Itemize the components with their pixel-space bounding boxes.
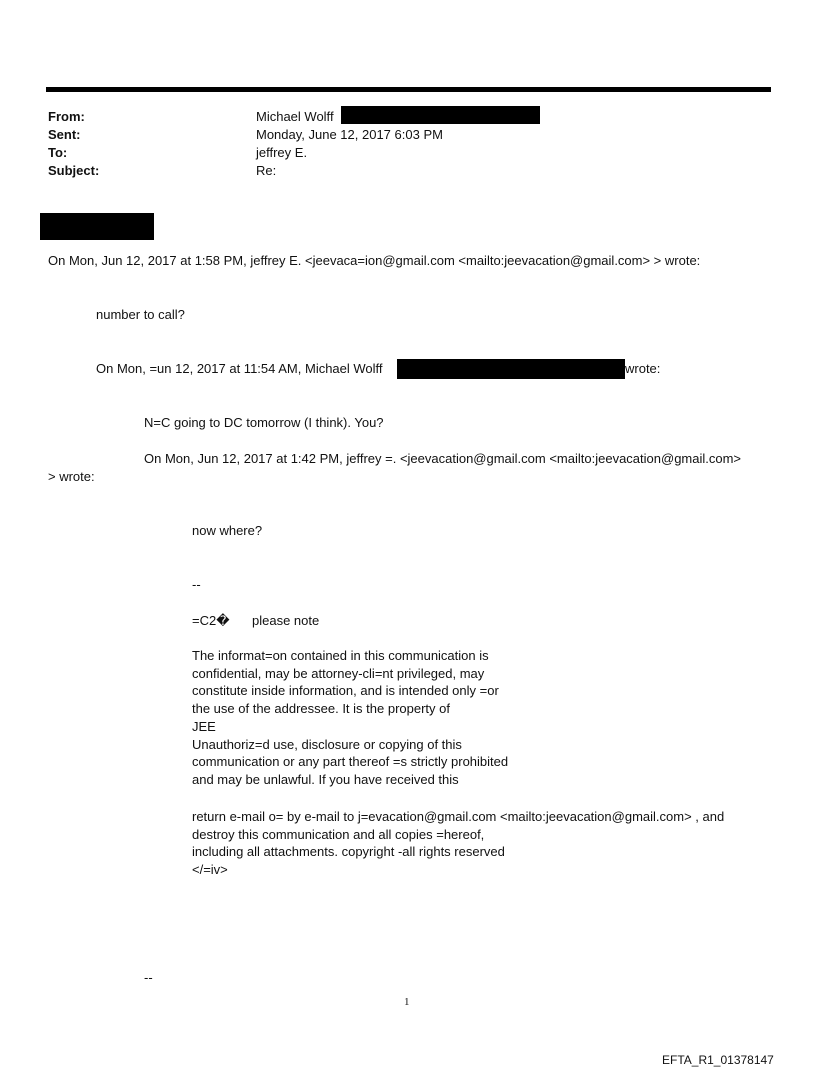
reply-header-1: On Mon, Jun 12, 2017 at 1:58 PM, jeffrey E. <jeevaca=ion@gmail.com <mailto:jeevacation@gmail.com> > wrote: [48,253,701,268]
redaction-email [397,359,625,379]
subject-label: Subject: [48,163,100,178]
reply-header-2-end: wrote: [625,361,661,376]
notice-heading: please note [252,613,320,628]
redaction-block [40,213,154,240]
redaction-from-email [341,106,540,124]
signature-separator: -- [192,577,201,592]
message-line: now where? [192,523,263,538]
page-number: 1 [404,996,410,1008]
from-label: From: [48,109,85,124]
header-rule [46,87,771,92]
document-id: EFTA_R1_01378147 [662,1053,774,1067]
reply-header-2: On Mon, =un 12, 2017 at 11:54 AM, Michael Wolff [96,361,383,376]
to-value: jeffrey E. [256,145,308,160]
trailer-separator: -- [144,970,153,985]
reply-header-3-cont: > wrote: [48,469,95,484]
confidentiality-notice: The informat=on contained in this communication is confidential, may be attorney-cli=nt privileged, may constitute inside information, and is intended only =or the use of the addressee. It is the property of JEE Unauthoriz=d use, disclosure or copying of this communication or any part thereof =s strictly prohibited and may be unlawful. If you have received this [192,648,509,787]
to-label: To: [48,145,68,160]
reply-header-3: On Mon, Jun 12, 2017 at 1:42 PM, jeffrey =. <jeevacation@gmail.com <mailto:jeevacation@gmail.com> [144,451,742,466]
from-value: Michael Wolff [256,109,334,124]
subject-value: Re: [256,163,277,178]
message-line: number to call? [96,307,185,322]
message-line: N=C going to DC tomorrow (I think). You? [144,415,384,430]
sent-value: Monday, June 12, 2017 6:03 PM [256,127,443,142]
return-instructions: return e-mail o= by e-mail to j=evacation@gmail.com <mailto:jeevacation@gmail.com> , and destroy this communication and all copies =hereof, including all attachments. copyright -all rights reserved </=iv> [192,809,725,878]
sent-label: Sent: [48,127,81,142]
notice-prefix: =C2� [192,613,230,628]
